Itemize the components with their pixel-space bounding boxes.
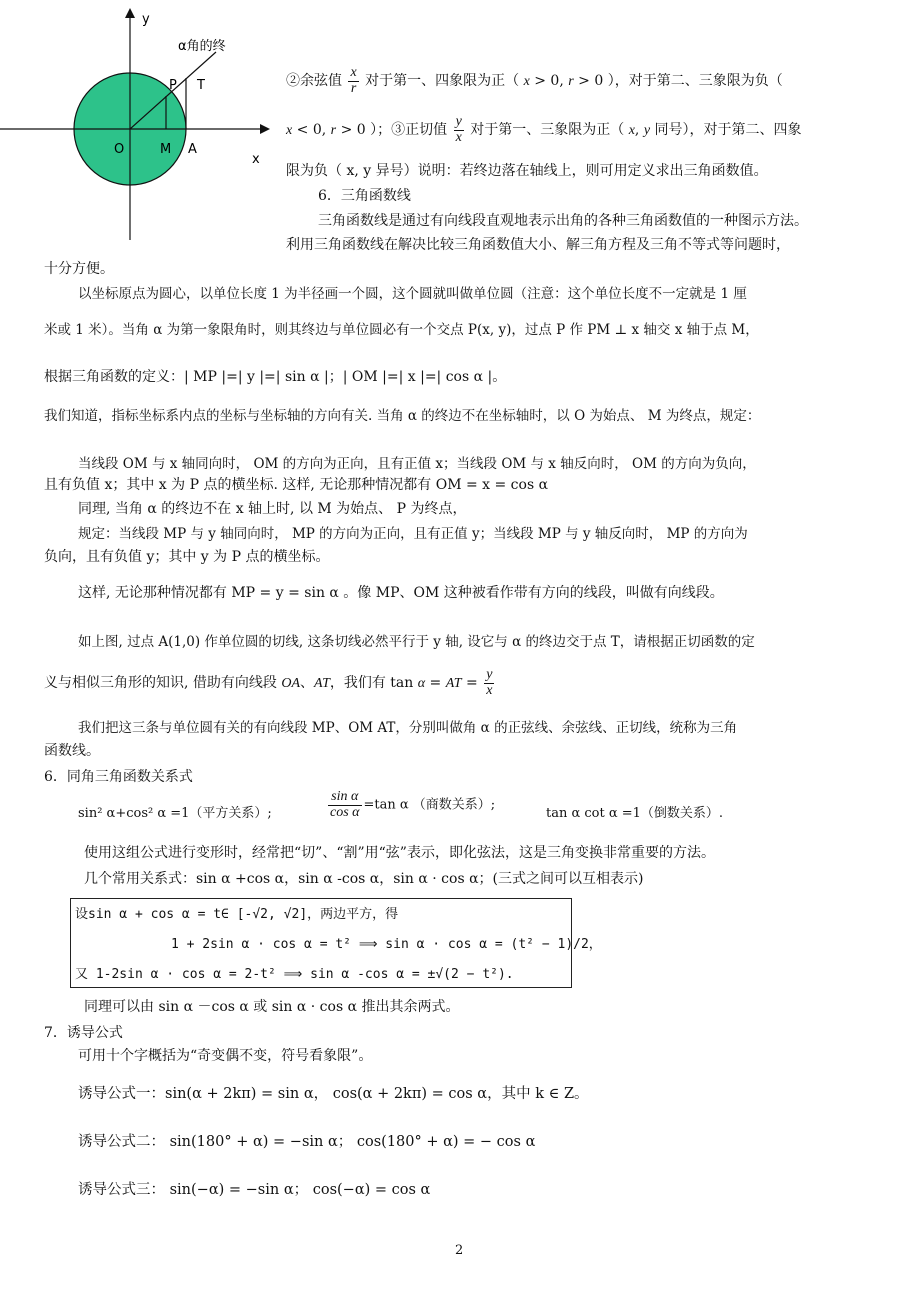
terminal-label: α角的终 [178,39,226,54]
line-7: 十分方便。 [44,261,114,277]
line-tangent-definition: 义与相似三角形的知识, 借助有向线段 OA、AT，我们有 tan α = AT = $\frac{y}{x}$ [44,667,493,698]
line-24: 使用这组公式进行变形时，经常把“切”、“割”用“弦”表示，即化弦法，这是三角变换非常重要的方法。 [84,845,715,861]
line-12: 当线段 OM 与 x 轴同向时， OM 的方向为正向，且有正值 x；当线段 OM 与 x 轴反向时， OM 的方向为负向， [78,456,756,472]
identity-quotient: $\frac{\text{sin α}}{\text{cos α}}$ =tan α （商数关系）; [330,789,496,820]
line-25: 几个常用关系式：sin α +cos α，sin α -cos α，sin α · cos α；(三式之间可以互相表示) [84,871,644,887]
x-axis-arrow-icon [260,124,270,134]
formula-three: 诱导公式三： sin(−α) = −sin α； cos(−α) = cos α [78,1182,431,1198]
line-cosine-sign: ②余弦值 $\frac{x}{r}$ 对于第一、四象限为正（ x > 0, r > 0 ），对于第二、三象限为负（ [286,65,783,96]
point-o-label: O [114,142,125,157]
identity-square: sin² α+cos² α =1（平方关系）; [78,806,272,821]
section-heading-induction: 7．诱导公式 [44,1025,123,1041]
line-8: 以坐标原点为圆心，以单位长度 1 为半径画一个圆，这个圆就叫做单位圆（注意：这个单位长度不一定就是 1 厘 [78,286,747,302]
point-a-label: A [188,142,197,157]
point-t-label: T [197,78,205,93]
line-15: 规定：当线段 MP 与 y 轴同向时， MP 的方向为正向，且有正值 y；当线段 MP 与 y 轴反向时， MP 的方向为 [78,526,748,542]
line-13: 且有负值 x；其中 x 为 P 点的横坐标. 这样, 无论那种情况都有 OM = x = cos α [44,477,549,493]
line-20: 我们把这三条与单位圆有关的有向线段 MP、OM AT，分别叫做角 α 的正弦线、余弦线、正切线，统称为三角 [78,720,738,736]
line-16: 负向，且有负值 y；其中 y 为 P 点的横坐标。 [44,549,330,565]
line-9: 米或 1 米）。当角 α 为第一象限角时，则其终边与单位圆必有一个交点 P(x, y)，过点 P 作 PM ⊥ x 轴交 x 轴于点 M， [44,322,759,338]
line-11: 我们知道，指标坐标系内点的坐标与坐标轴的方向有关. 当角 α 的终边不在坐标轴时，以 O 为始点、 M 为终点，规定： [44,408,761,424]
box-line-3: 又 1-2sin α · cos α = 2-t² ⟹ sin α -cos α = ±√(2 − t²). [75,967,514,982]
point-m-label: M [160,142,172,157]
box-line-2: 1 + 2sin α · cos α = t² ⟹ sin α · cos α = (t² − 1)/2， [171,937,602,952]
y-axis-arrow-icon [125,8,135,18]
line-17: 这样, 无论那种情况都有 MP = y = sin α 。像 MP、OM 这种被看作带有方向的线段，叫做有向线段。 [78,585,724,601]
unit-circle-figure [0,0,280,240]
line-26: 同理可以由 sin α －cos α 或 sin α · cos α 推出其余两式。 [84,999,460,1015]
identity-quotient-text: =tan α （商数关系）; [363,797,496,813]
point-p-label: P [169,78,177,93]
formula-two: 诱导公式二： sin(180° + α) = −sin α； cos(180° + α) = − cos α [78,1134,536,1150]
line-10: 根据三角函数的定义：| MP |=| y |=| sin α |；| OM |=| x |=| cos α |。 [44,369,507,385]
axis-y-label: y [142,12,150,27]
line-5: 三角函数线是通过有向线段直观地表示出角的各种三角函数值的一种图示方法。 [318,213,808,229]
formula-one: 诱导公式一：sin(α + 2kπ) = sin α， cos(α + 2kπ) = cos α，其中 k ∈ Z。 [78,1086,589,1102]
derivation-box [70,898,602,988]
line-21: 函数线。 [44,743,100,759]
page-number: 2 [455,1243,464,1258]
line-18: 如上图, 过点 A(1,0) 作单位圆的切线, 这条切线必然平行于 y 轴, 设它与 α 的终边交于点 T，请根据正切函数的定 [78,634,755,650]
line-14: 同理, 当角 α 的终边不在 x 轴上时, 以 M 为始点、 P 为终点， [78,501,467,517]
box-line-1: 设sin α + cos α = t∈ [-√2, √2]，两边平方，得 [75,907,399,922]
identity-reciprocal: tan α cot α =1（倒数关系）. [546,806,724,821]
axis-x-label: x [252,152,260,167]
line-6: 利用三角函数线在解决比较三角函数值大小、解三角方程及三角不等式等问题时， [286,237,790,253]
line-tangent-sign: x < 0, r > 0 ）；③正切值 $\frac{y}{x}$ 对于第一、三象限为正（ x, y 同号），对于第二、四象 [286,114,802,145]
line-3: 限为负（ x, y 异号）说明：若终边落在轴线上，则可用定义求出三角函数值。 [286,163,768,179]
section-heading-trig-lines: 6．三角函数线 [318,188,411,204]
line-28: 可用十个字概括为“奇变偶不变，符号看象限”。 [78,1048,373,1064]
section-heading-identities: 6．同角三角函数关系式 [44,769,193,785]
